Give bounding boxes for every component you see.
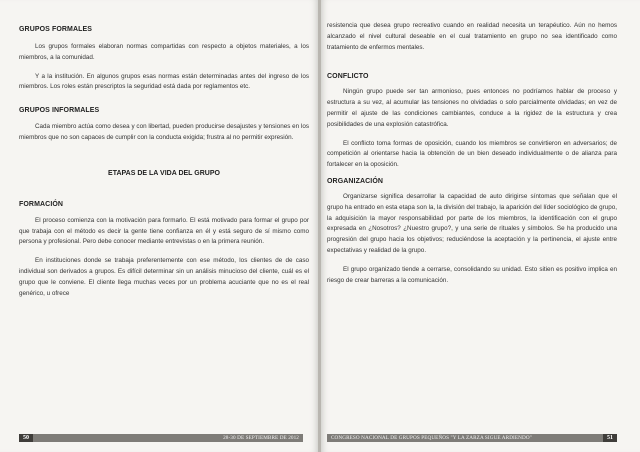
paragraph: Los grupos formales elaboran normas compartidas con respecto a objetos materiales, a los miembros, a la comunidad. [19,43,309,61]
paragraph: resistencia que desea grupo recreativo cuando en realidad necesita un terapéutico. Aún no hemos alcanzado el nivel cultural deseable en el cual tratamiento en grupo no sea identificado como tratamiento de enfermos mentales. [327,22,617,51]
paragraph: El proceso comienza con la motivación para formarlo. El está motivado para formar el grupo por que trabaja con el método es decir la gente tiene confianza en él y está seguro de sí mismo como persona y profesional. Pero debe conocer mediante entrevistas o en la primera reunión. [19,216,309,246]
footer-bar-left [19,434,303,442]
heading-organizacion: ORGANIZACIÓN [327,177,384,185]
paragraph: El conflicto toma formas de oposición, cuando los miembros se convirtieron en adversarios; de competición al orientarse hacia la obtención de un bien deseado individualmente o de alianza para fortalecer en la oposición. [327,139,617,169]
right-page-content [327,21,617,286]
footer-text: 28-30 DE SEPTIEMBRE DE 2012 [223,435,299,441]
paragraph: Cada miembro actúa como desea y con libertad, pueden producirse desajustes y tensiones en los miembros que no son capaces de cumplir con la conducta exigida; frustra al no permitir expresión. [19,123,309,141]
paragraph: Ningún grupo puede ser tan armonioso, pues entonces no podríamos hablar de proceso y estructura a su vez, al acumular las tensiones no olvidadas o solo parcialmente olvidadas; en vez de permitir el ajuste de las condiciones cambiantes, conduce a la rigidez de la estructura y crea posibilidades de una explosión catastrófica. [327,88,617,128]
heading-grupos-informales: GRUPOS INFORMALES [19,107,100,115]
heading-grupos-formales: GRUPOS FORMALES [19,26,93,33]
paragraph: Y a la institución. En algunos grupos esas normas están determinadas antes del ingreso de los miembros. Los roles están prescriptos la seguridad está dada por reglamentos etc. [19,72,309,91]
heading-conflicto: CONFLICTO [327,73,369,81]
footer-text: CONGRESO NACIONAL DE GRUPOS PEQUEÑOS "Y LA ZARZA SIGUE ARDIENDO" [331,435,532,441]
left-page [0,0,318,452]
heading-formacion: FORMACIÓN [19,200,64,208]
paragraph: El grupo organizado tiende a cerrarse, consolidando su unidad. Esto sitien es positivo implica en riesgo de crear barreras a la comunicación. [327,265,617,284]
left-page-content [19,22,309,299]
page-number: 50 [19,434,33,442]
paragraph: Organizarse significa desarrollar la capacidad de auto dirigirse síntomas que señalan que el grupo ha entrado en esta etapa son la, la división del trabajo, la aparición del líder sociológico de grupo, la adquisición la mayor responsabilidad por parte de los miembros, la identificación con el grupo expresada en ¿Nosotros? ¿Nuestro grupo?, y una serie de rituales y símbolos. Se ha producido una progresión del grupo hacia los objetivos; reduciéndose la aceptación y la pertinencia, el ajuste entre expectativas y realidad de la grupo. [327,192,617,254]
paragraph: En instituciones donde se trabaja preferentemente con ese método, los clientes de de caso individual son derivados a grupos. Es difícil determinar sin un análisis minucioso del cliente, cuál es el grupo que le conviene. El cliente llega muchas veces por un problema acuciante que no es el real genérico, u ofrece [19,257,309,297]
footer-bar-right [327,434,617,442]
page-number: 51 [603,434,617,442]
section-title-etapas: ETAPAS DE LA VIDA DEL GRUPO [108,169,220,177]
